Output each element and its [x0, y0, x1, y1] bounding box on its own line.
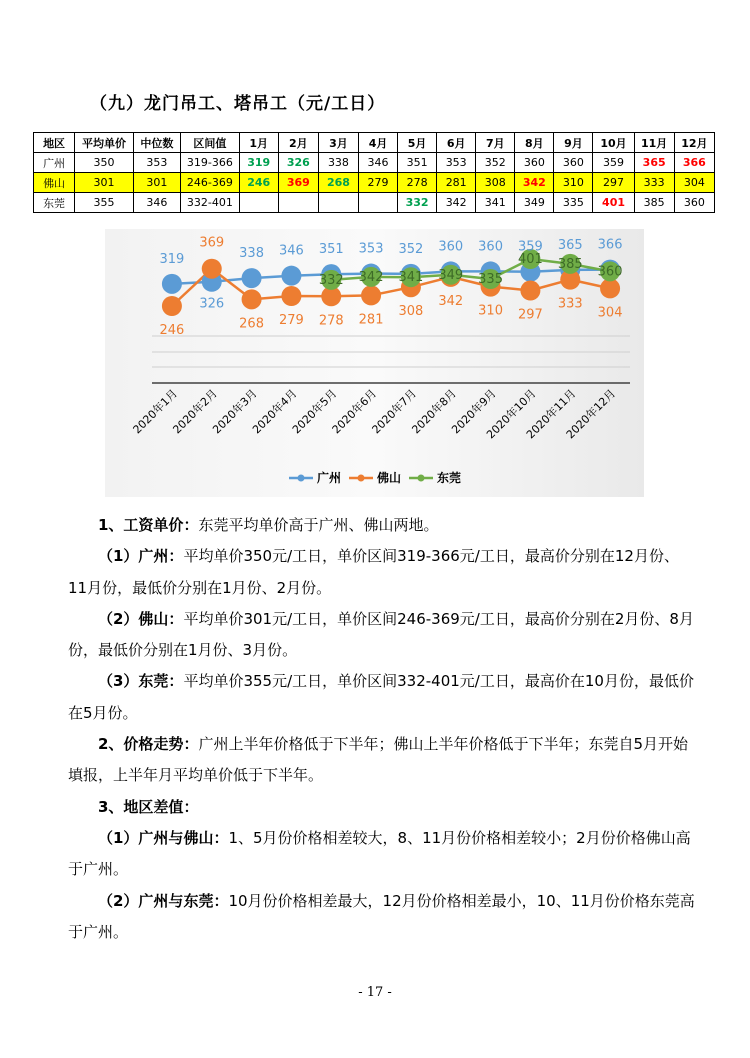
data-label: 360	[478, 239, 503, 255]
table-cell: 353	[437, 153, 476, 173]
table-cell: 346	[133, 193, 180, 213]
x-tick-label: 2020年3月	[210, 386, 260, 437]
table-cell: 304	[674, 173, 714, 193]
paragraph-1	[68, 510, 698, 541]
legend-marker	[298, 475, 305, 482]
table-header-cell: 平均单价	[75, 133, 134, 153]
table-header-cell: 中位数	[133, 133, 180, 153]
x-tick-label: 2020年4月	[250, 386, 300, 437]
table-cell: 346	[359, 153, 398, 173]
table-cell: 246	[239, 173, 278, 193]
table-header-row	[34, 133, 715, 153]
table-header-cell: 2月	[278, 133, 318, 153]
table-header-cell: 4月	[359, 133, 398, 153]
table-header-cell: 11月	[634, 133, 674, 153]
data-label: 279	[279, 312, 304, 328]
table-cell: 350	[75, 153, 134, 173]
table-cell: 319-366	[181, 153, 240, 173]
data-label: 360	[438, 239, 464, 255]
data-label: 366	[597, 237, 623, 253]
legend-marker	[358, 475, 365, 482]
table-row	[34, 193, 715, 213]
data-label: 319	[159, 251, 185, 267]
table-cell	[359, 193, 398, 213]
table-cell: 278	[398, 173, 437, 193]
paragraph-4-body: 平均单价355元/工日，单价区间332-401元/工日，最高价在10月份，最低价在5月份。	[68, 672, 694, 722]
table-cell: 360	[515, 153, 554, 173]
x-tick-label: 2020年6月	[329, 386, 380, 437]
x-tick-label: 2020年8月	[409, 386, 459, 437]
table-header-cell: 9月	[554, 133, 593, 153]
data-label: 359	[518, 239, 543, 255]
table-cell	[278, 193, 318, 213]
data-label: 338	[239, 246, 264, 262]
table-cell	[318, 193, 358, 213]
table-cell: 342	[437, 193, 476, 213]
table-region-cell: 佛山	[34, 173, 75, 193]
table-cell: 401	[593, 193, 634, 213]
data-label: 335	[478, 272, 503, 288]
table-cell: 301	[133, 173, 180, 193]
table-cell: 301	[75, 173, 134, 193]
table-cell: 281	[437, 173, 476, 193]
table-header-cell: 地区	[34, 133, 75, 153]
table-header-cell: 1月	[239, 133, 278, 153]
table-cell: 332	[398, 193, 437, 213]
legend-label: 东莞	[437, 471, 462, 485]
paragraph-2-label: （1）广州：	[98, 547, 184, 566]
paragraph-7	[68, 823, 698, 886]
table-region-cell: 广州	[34, 153, 75, 173]
data-point	[162, 296, 182, 316]
paragraph-8-label: （2）广州与东莞：	[98, 891, 229, 910]
paragraph-3-label: （2）佛山：	[98, 609, 184, 628]
table-cell: 369	[278, 173, 318, 193]
data-label: 365	[557, 237, 583, 253]
data-label: 268	[239, 316, 264, 332]
paragraph-1-label: 1、工资单价：	[98, 516, 199, 534]
table-row	[34, 173, 715, 193]
data-label: 341	[398, 270, 424, 286]
table-header-cell: 8月	[515, 133, 554, 153]
paragraph-4	[68, 666, 698, 729]
data-point	[361, 285, 381, 305]
table-cell: 360	[674, 193, 714, 213]
paragraph-5-body: 广州上半年价格低于下半年；佛山上半年价格低于下半年；东莞自5月开始填报，上半年月平均单价低于下半年。	[68, 735, 688, 785]
table-cell: 385	[634, 193, 674, 213]
table-cell: 332-401	[181, 193, 240, 213]
data-label: 278	[318, 313, 344, 329]
x-tick-label: 2020年5月	[289, 386, 340, 437]
section-title: （九）龙门吊工、塔吊工（元/工日）	[90, 94, 386, 114]
table-cell: 341	[476, 193, 515, 213]
table-cell: 355	[75, 193, 134, 213]
paragraph-3	[68, 604, 698, 667]
data-label: 333	[557, 296, 583, 312]
table-header-cell: 区间值	[181, 133, 240, 153]
table-cell: 246-369	[181, 173, 240, 193]
data-label: 342	[358, 269, 384, 285]
legend-marker	[418, 475, 425, 482]
data-label: 326	[199, 296, 225, 312]
x-tick-label: 2020年2月	[170, 386, 220, 437]
data-label: 351	[318, 242, 344, 258]
data-label: 332	[318, 272, 344, 288]
data-label: 297	[518, 307, 543, 323]
table-cell: 333	[634, 173, 674, 193]
table-header-cell: 7月	[476, 133, 515, 153]
table-cell: 310	[554, 173, 593, 193]
data-label: 349	[438, 267, 464, 283]
data-label: 346	[279, 243, 304, 259]
paragraph-7-label: （1）广州与佛山：	[98, 828, 229, 847]
table-cell: 297	[593, 173, 634, 193]
data-point	[281, 286, 301, 306]
data-label: 308	[398, 304, 424, 320]
data-point	[520, 281, 540, 301]
data-point	[202, 259, 222, 279]
table-cell: 352	[476, 153, 515, 173]
table-cell: 338	[318, 153, 358, 173]
table-cell: 365	[634, 153, 674, 173]
data-label: 342	[438, 293, 464, 309]
table-header-cell: 3月	[318, 133, 358, 153]
table-cell: 335	[554, 193, 593, 213]
paragraph-2	[68, 541, 698, 604]
legend-label: 佛山	[377, 471, 402, 485]
table-cell: 319	[239, 153, 278, 173]
table-row	[34, 153, 715, 173]
data-point	[162, 274, 182, 294]
table-cell: 308	[476, 173, 515, 193]
paragraph-5	[68, 729, 698, 792]
table-cell	[239, 193, 278, 213]
x-tick-label: 2020年10月	[484, 386, 539, 442]
paragraph-3-body: 平均单价301元/工日，单价区间246-369元/工日，最高价分别在2月份、8月份，最低价分别在1月份、3月份。	[68, 609, 694, 660]
data-label: 281	[358, 312, 384, 328]
chart-svg	[105, 229, 644, 497]
data-label: 369	[199, 235, 225, 251]
table-cell: 279	[359, 173, 398, 193]
table-cell: 360	[554, 153, 593, 173]
paragraph-8	[68, 886, 698, 949]
data-label: 304	[597, 305, 623, 321]
data-label: 310	[478, 303, 503, 319]
table-cell: 351	[398, 153, 437, 173]
x-tick-label: 2020年7月	[369, 386, 420, 437]
table-cell: 349	[515, 193, 554, 213]
table-cell: 326	[278, 153, 318, 173]
paragraph-4-label: （3）东莞：	[98, 672, 184, 691]
x-tick-label: 2020年12月	[563, 386, 619, 442]
table-cell: 366	[674, 153, 714, 173]
paragraph-6-label: 3、地区差值：	[98, 797, 199, 816]
data-label: 352	[398, 241, 424, 257]
data-point	[242, 268, 262, 288]
data-point	[242, 289, 262, 309]
table-cell: 268	[318, 173, 358, 193]
paragraph-7-body: 1、5月份价格相差较大，8、11月份价格相差较小；2月份价格佛山高于广州。	[68, 828, 691, 879]
paragraph-6	[68, 792, 698, 823]
table-cell: 359	[593, 153, 634, 173]
page-number: - 17 -	[358, 985, 392, 1000]
table-header-cell: 12月	[674, 133, 714, 153]
data-label: 385	[557, 256, 583, 272]
x-tick-label: 2020年1月	[130, 386, 181, 437]
data-label: 246	[159, 323, 185, 338]
paragraph-2-body: 平均单价350元/工日，单价区间319-366元/工日，最高价分别在12月份、11月份，最低价分别在1月份、2月份。	[68, 547, 679, 597]
data-label: 353	[358, 241, 384, 257]
data-label: 401	[518, 252, 543, 267]
table-region-cell: 东莞	[34, 193, 75, 213]
paragraph-5-label: 2、价格走势：	[98, 735, 199, 754]
table-header-cell: 6月	[437, 133, 476, 153]
data-point	[281, 266, 301, 286]
analysis-text	[68, 510, 698, 948]
data-label: 360	[597, 264, 623, 280]
x-tick-label: 2020年11月	[523, 386, 579, 442]
table-cell: 353	[133, 153, 180, 173]
table-cell: 342	[515, 173, 554, 193]
table-header-cell: 10月	[593, 133, 634, 153]
x-tick-label: 2020年9月	[449, 386, 499, 437]
paragraph-1-body: 东莞平均单价高于广州、佛山两地。	[198, 516, 439, 534]
price-table	[33, 132, 715, 213]
table-header-cell: 5月	[398, 133, 437, 153]
legend-label: 广州	[317, 471, 342, 485]
paragraph-8-body: 10月份价格相差最大，12月份价格相差最小，10、11月份价格东莞高于广州。	[68, 891, 695, 941]
price-trend-chart	[105, 229, 644, 497]
